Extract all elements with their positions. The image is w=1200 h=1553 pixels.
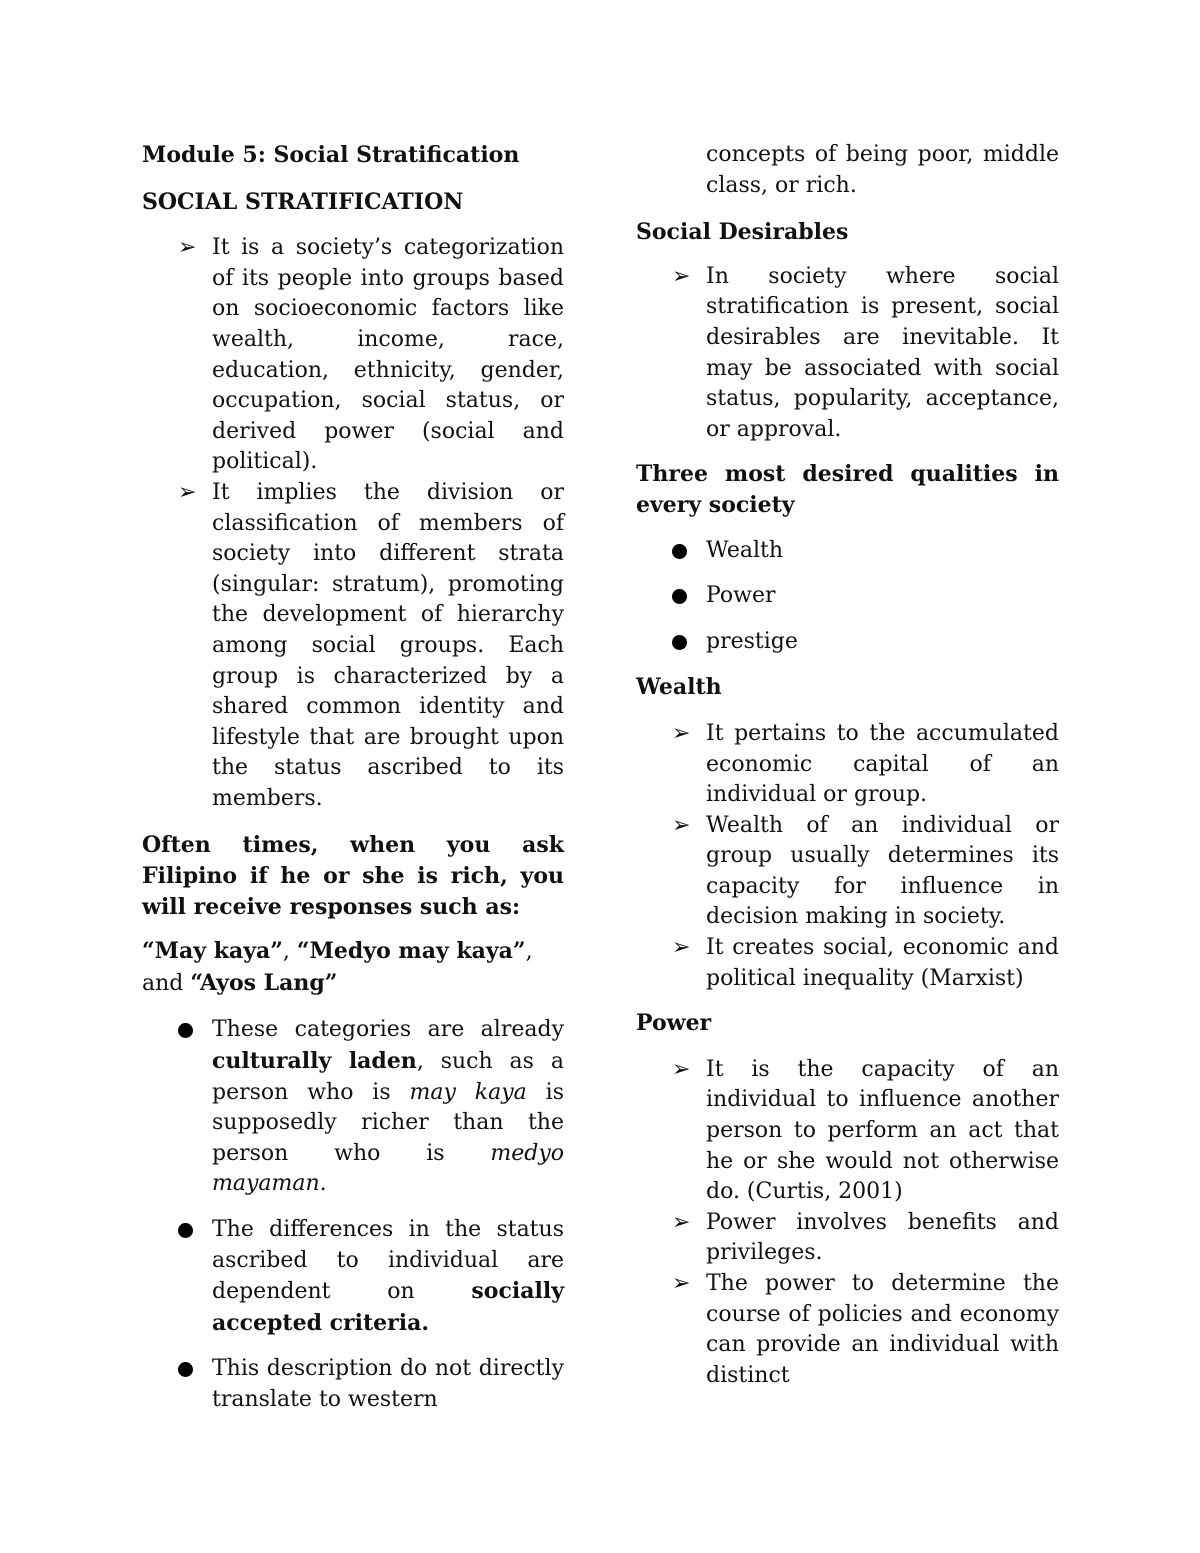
list-item [142,1215,564,1339]
list-item-text: Wealth of an individual or group usually determines its capacity for influence in decision making in society. [706,812,1059,930]
list-item [636,719,1059,811]
list-item-text: It is the capacity of an individual to influence another person to perform an act that he or she would not otherwise do. (Curtis, 2001) [706,1056,1059,1205]
text-run: . [319,1171,327,1197]
list-item-text [212,1017,564,1196]
list-item-text: The power to determine the course of policies and economy can provide an individual with distinct [706,1271,1059,1388]
text-run: These categories are already [212,1017,564,1043]
list-item [636,536,1059,567]
continued-text: concepts of being poor, middle class, or rich. [706,142,1059,198]
section-title: SOCIAL STRATIFICATION [142,188,464,215]
arrow-bullet-icon: ➢ [672,1209,691,1235]
quality-power: Power [706,583,776,609]
list-item-text: In society where social stratification is present, social desirables are inevitable. It may be associated with social status, popularity, acceptance, or approval. [706,263,1059,442]
wealth-list [636,719,1059,994]
bold-term: culturally laden [212,1048,417,1075]
list-item [142,233,564,478]
dot-bullet-icon [672,635,687,650]
list-item-text: This description do not directly translate to western [212,1356,564,1412]
power-list [636,1055,1059,1392]
italic-term: medyo mayaman [212,1140,564,1197]
arrow-bullet-icon: ➢ [672,812,691,838]
right-column [636,140,1059,1407]
list-item [636,1208,1059,1269]
arrow-bullet-icon: ➢ [178,235,197,261]
list-item [636,811,1059,933]
list-item-text [212,1217,564,1336]
dot-bullet-icon [178,1362,193,1377]
arrow-bullet-icon: ➢ [672,263,691,289]
list-item [142,478,564,815]
left-column [142,140,564,1432]
list-item [636,933,1059,994]
module-title: Module 5: Social Stratification [142,142,520,168]
list-item [636,627,1059,658]
filipino-question-paragraph: Often times, when you ask Filipino if he or she is rich, you will receive responses such as: [142,832,564,920]
italic-term: may kaya [409,1079,527,1105]
list-item-text: It pertains to the accumulated economic capital of an individual or group. [706,720,1059,808]
arrow-bullet-icon: ➢ [672,1056,691,1082]
stratification-list [142,233,564,814]
list-item [636,1055,1059,1208]
arrow-bullet-icon: ➢ [672,935,691,961]
list-item-text: It is a society’s categorization of its people into groups based on socioeconomic factors like wealth, income, race, education, ethnicity, gender, occupation, social status, or derived power (social and political). [212,235,564,475]
qualities-list [636,536,1059,658]
list-item [636,581,1059,612]
list-item [636,1269,1059,1391]
response-separator: , [282,939,297,965]
list-item [142,1015,564,1200]
dot-bullet-icon [672,544,687,559]
response-may-kaya: “May kaya” [142,938,283,965]
dot-bullet-icon [178,1223,193,1238]
text-run: is supposedly richer than the person who is [212,1079,564,1166]
power-heading: Power [636,1010,712,1037]
list-item [636,262,1059,446]
social-desirables-heading: Social Desirables [636,219,849,246]
dot-bullet-icon [672,589,687,604]
response-medyo-may-kaya: “Medyo may kaya” [296,938,526,965]
quality-wealth: Wealth [706,537,783,563]
wealth-heading: Wealth [636,674,722,701]
categories-list [142,1015,564,1415]
response-ayos-lang: “Ayos Lang” [190,969,338,996]
arrow-bullet-icon: ➢ [672,1271,691,1296]
dot-bullet-icon [178,1023,193,1038]
arrow-bullet-icon: ➢ [672,720,691,746]
quality-prestige: prestige [706,628,798,654]
list-item-text: It creates social, economic and political inequality (Marxist) [706,935,1059,991]
social-desirables-list [636,262,1059,446]
list-item-text: It implies the division or classification of members of society into different strata (singular: stratum), promoting the development of hierarchy among social groups. Each group is characterized by a shared common identity and lifestyle that are brought upon the status ascribed to its members. [212,479,564,811]
list-item [142,1354,564,1415]
bold-term: socially accepted criteria. [212,1278,564,1336]
arrow-bullet-icon: ➢ [178,479,197,505]
list-item-text: Power involves benefits and privileges. [706,1209,1059,1266]
text-run: The differences in the status ascribed to individual are dependent on [212,1217,564,1305]
response-separator: , and [142,939,533,996]
text-run: , such as a person who is [212,1049,564,1105]
responses-line [142,936,564,999]
three-qualities-heading: Three most desired qualities in every society [636,461,1059,518]
